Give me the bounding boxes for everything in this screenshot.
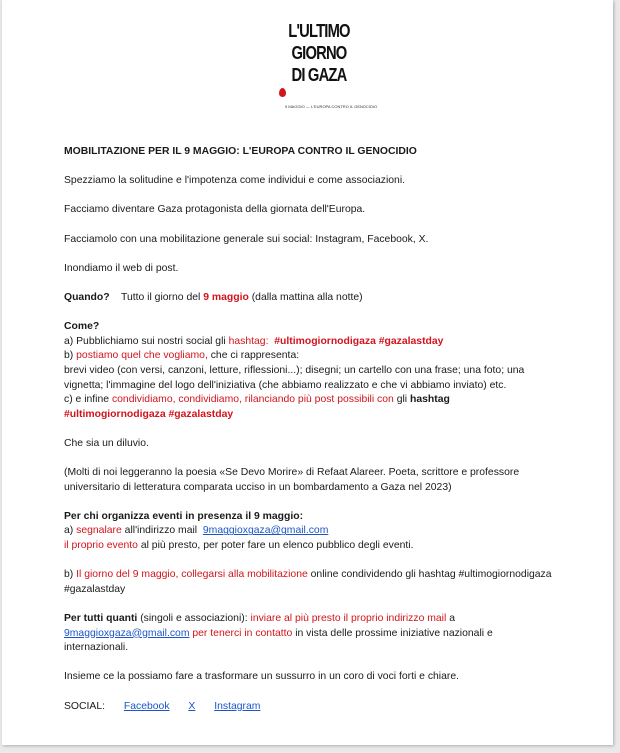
come-a-hashtag-label: hashtag: (228, 335, 269, 347)
paragraph-inondiamo: Inondiamo il web di post. (64, 262, 179, 274)
section-come (64, 320, 554, 422)
section-organizza-b (64, 568, 554, 597)
section-tutti (64, 612, 554, 656)
paragraph-protagonista: Facciamo diventare Gaza protagonista della giornata dell'Europa. (64, 204, 366, 216)
organizza-a-pre: a) (64, 525, 74, 537)
come-b-pre: b) (64, 350, 74, 362)
organizza-b-red: Il giorno del 9 maggio, collegarsi alla mobilitazione (76, 569, 308, 581)
page-title: MOBILITAZIONE PER IL 9 MAGGIO: L'EUROPA CONTRO IL GENOCIDIO (64, 146, 417, 157)
social-links-row (64, 700, 554, 715)
social-label: SOCIAL: (64, 700, 105, 712)
instagram-link[interactable]: Instagram (214, 700, 261, 712)
come-label: Come? (64, 321, 100, 333)
section-organizza (64, 510, 554, 554)
logo-line-1: L'ULTIMO (288, 21, 350, 41)
quando-pre: Tutto il giorno del (120, 291, 201, 303)
paragraph-poesia: (Molti di noi leggeranno la poesia «Se Devo Morire» di Refaat Alareer. Poeta, scrittore e professore universitario di letteratura comparata ucciso in un bombardamento a Gaza nel 2023) (64, 467, 520, 493)
come-a-hashtags: #ultimogiornodigaza #gazalastday (274, 335, 444, 347)
document-page (2, 0, 613, 745)
organizza-a-post: al più presto, per poter fare un elenco pubblico degli eventi. (140, 540, 414, 552)
tutti-red2: per tenerci in contatto (192, 627, 293, 639)
come-b-post: che ci rappresenta: (210, 350, 300, 362)
come-c-red: condividiamo, condividiamo, rilanciando più post possibili con (111, 394, 394, 406)
tutti-bold: Per tutti quanti (64, 613, 138, 624)
paragraph-solitudine: Spezziamo la solitudine e l'impotenza come individui e come associazioni. (64, 175, 406, 187)
paragraph-mobilitazione: Facciamolo con una mobilitazione generale sui social: Instagram, Facebook, X. (64, 233, 429, 245)
come-c-pre: c) e infine (64, 394, 110, 406)
organizza-a-mid: all'indirizzo mail (124, 525, 198, 537)
quando-post: (dalla mattina alla notte) (251, 291, 363, 303)
come-c-hashtags: #ultimogiornodigaza #gazalastday (64, 408, 234, 420)
section-quando (64, 291, 554, 306)
logo-tagline: 9 MAGGIO — L'EUROPA CONTRO IL GENOCIDIO (285, 104, 378, 109)
paragraph-diluvio: Che sia un diluvio. (64, 437, 149, 449)
quando-date: 9 maggio (203, 291, 249, 303)
come-c-hashtag: hashtag (410, 394, 450, 406)
come-b-red: postiamo quel che vogliamo, (76, 350, 208, 362)
logo-line-3: DI GAZA (291, 65, 347, 85)
tutti-paren: (singoli e associazioni): (140, 613, 248, 624)
come-c-gli: gli (396, 394, 408, 406)
organizza-a-red: segnalare (76, 525, 122, 537)
facebook-link[interactable]: Facebook (123, 700, 170, 712)
tutti-a: a (449, 613, 455, 624)
blood-drop-icon (279, 88, 286, 97)
logo-line-2: GIORNO (291, 43, 347, 63)
email-link[interactable]: 9maggioxgaza@gmail.com (202, 525, 329, 537)
event-logo (279, 20, 378, 110)
come-a-pre: a) Pubblichiamo sui nostri social gli (64, 335, 226, 347)
organizza-b-pre: b) (64, 569, 74, 581)
organizza-heading: Per chi organizza eventi in presenza il 9 maggio: (64, 510, 304, 522)
organizza-a-red2: il proprio evento (64, 540, 138, 552)
tutti-post: in vista delle prossime iniziative nazionali e internazionali. (64, 627, 493, 654)
organizza-b-post: online condividendo gli hashtag #ultimogiornodigaza #gazalastday (64, 569, 552, 595)
quando-label: Quando? (64, 291, 110, 303)
come-b-detail: brevi video (con versi, canzoni, letture, riflessioni...); disegni; un cartello con una frase; una foto; una vignetta; l'immagine del logo dell'iniziativa (che abbiamo realizzato e che vi abbiamo inviato) etc. (64, 364, 525, 391)
paragraph-insieme: Insieme ce la possiamo fare a trasformare un sussurro in un coro di voci forti e chiare. (64, 671, 460, 683)
x-link[interactable]: X (188, 700, 196, 712)
document-body (64, 145, 554, 729)
email-link-2[interactable]: 9maggioxgaza@gmail.com (64, 627, 190, 639)
tutti-red1: inviare al più presto il proprio indirizzo mail (250, 613, 447, 624)
